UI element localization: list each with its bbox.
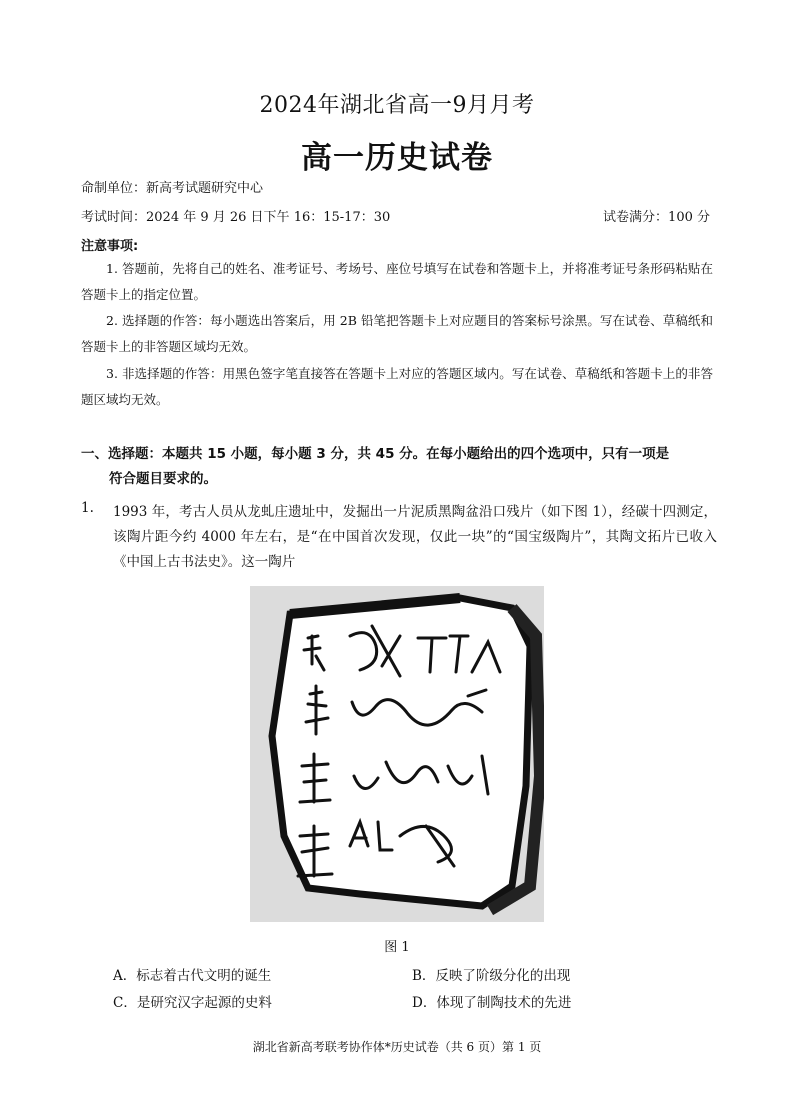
exam-supertitle: 2024年湖北省高一9月月考 — [259, 93, 535, 118]
exam-title: 高一历史试卷 — [301, 140, 493, 176]
pottery-shard-figure — [250, 586, 544, 922]
full-score: 试卷满分：100 分 — [603, 210, 710, 225]
author-unit: 命制单位：新高考试题研究中心 — [81, 181, 264, 196]
pottery-shard-illustration — [250, 586, 544, 922]
exam-time: 考试时间：2024 年 9 月 26 日下午 16：15-17：30 — [81, 210, 391, 225]
figure-caption: 图 1 — [384, 940, 410, 955]
notice-item-2: 2. 选择题的作答：每小题选出答案后，用 2B 铅笔把答题卡上对应题目的答案标号涂黑。写在试卷、草稿纸和答题卡上的非答题区域均无效。 — [81, 313, 713, 354]
option-a: A．标志着古代文明的诞生 — [113, 968, 272, 984]
question-number: 1. — [81, 500, 94, 516]
notice-item-3: 3. 非选择题的作答：用黑色签字笔直接答在答题卡上对应的答题区域内。写在试卷、草稿纸和答题卡上的非答题区域均无效。 — [81, 366, 713, 407]
notice-item-1: 1. 答题前，先将自己的姓名、准考证号、考场号、座位号填写在试卷和答题卡上，并将准考证号条形码粘贴在答题卡上的指定位置。 — [81, 261, 713, 302]
section-heading-line1: 一、选择题：本题共 15 小题，每小题 3 分，共 45 分。在每小题给出的四个选项中，只有一项是 — [81, 446, 670, 462]
option-b: B．反映了阶级分化的出现 — [412, 968, 571, 984]
option-d: D．体现了制陶技术的先进 — [412, 995, 572, 1011]
section-heading — [81, 442, 721, 492]
option-c: C．是研究汉字起源的史料 — [113, 995, 272, 1011]
question-stem: 1993 年，考古人员从龙虬庄遗址中，发掘出一片泥质黑陶盆沿口残片（如下图 1），经碳十四测定，该陶片距今约 4000 年左右，是“在中国首次发现，仅此一块”的“国宝级陶片”，其陶文拓片已收入《中国上古书法史》。这一陶片 — [113, 504, 717, 570]
page-footer: 湖北省新高考联考协作体*历史试卷（共 6 页）第 1 页 — [252, 1040, 542, 1054]
section-heading-line2: 符合题目要求的。 — [109, 471, 217, 487]
notice-heading: 注意事项: — [81, 239, 139, 254]
